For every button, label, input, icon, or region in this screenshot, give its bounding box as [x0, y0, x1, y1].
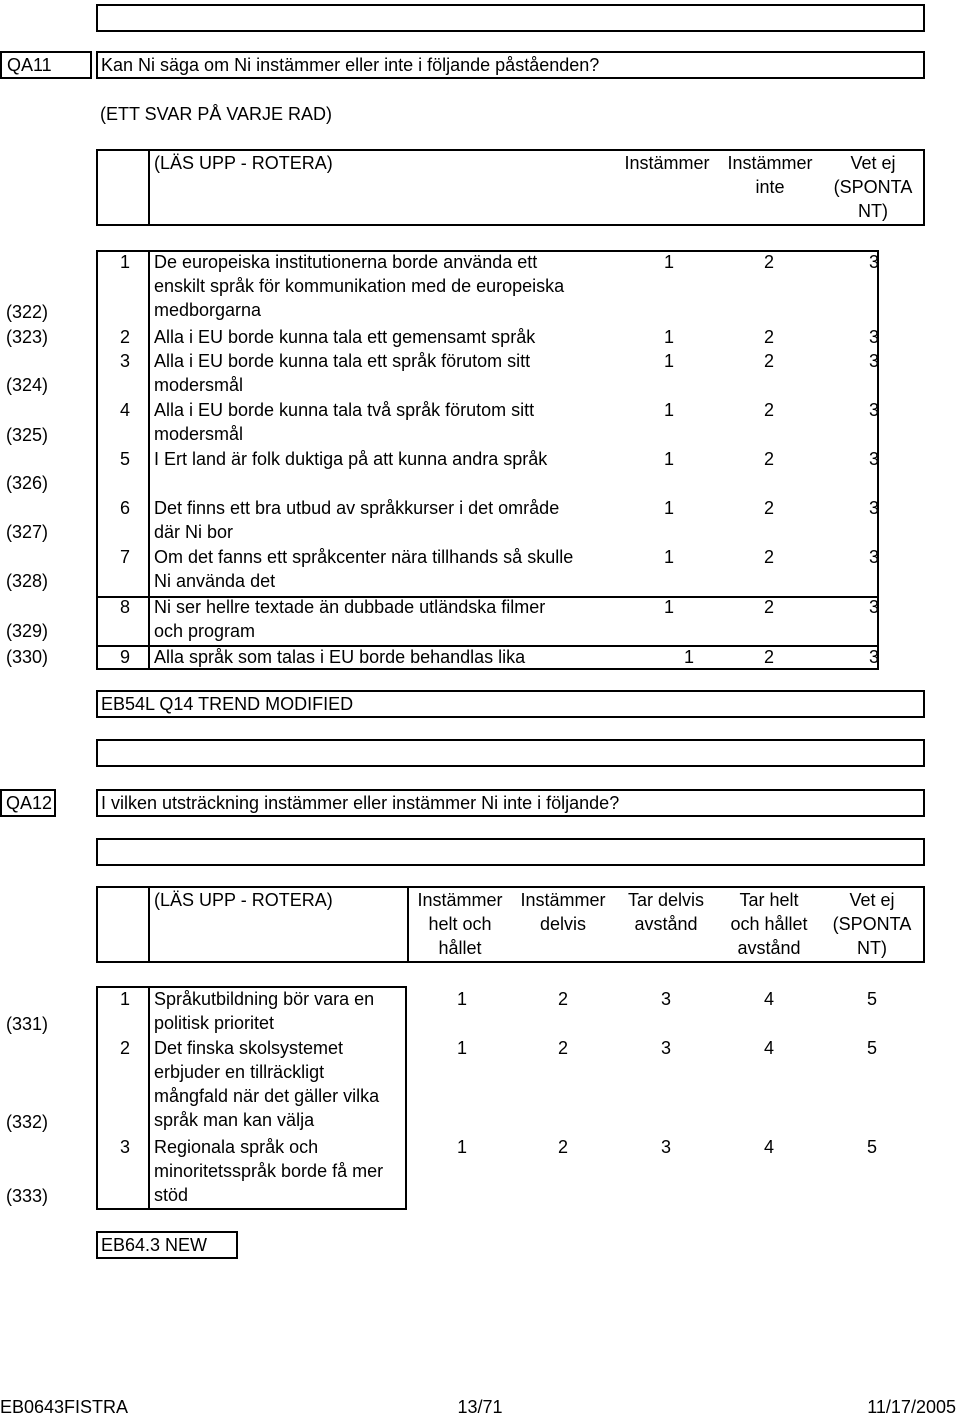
- qa12-row-2-answer-1[interactable]: 1: [456, 1038, 467, 1058]
- qa11-instruction: (ETT SVAR PÅ VARJE RAD): [100, 104, 333, 124]
- qa11-row-6-num: 6: [119, 498, 130, 518]
- qa12-row-1-answer-3[interactable]: 3: [660, 989, 671, 1009]
- qa11-code: QA11: [7, 55, 52, 75]
- qa11-row-3-line-1: Alla i EU borde kunna tala ett språk förutom sitt: [154, 351, 531, 371]
- qa12-read-out: (LÄS UPP - ROTERA): [154, 890, 333, 910]
- qa12-row-3-answer-1[interactable]: 1: [456, 1137, 467, 1157]
- qa12-col-5-line-2: (SPONTA: [832, 914, 912, 934]
- qa11-row-9-code: (330): [6, 647, 49, 667]
- qa12-col-5-line-3: NT): [857, 938, 887, 958]
- mid-empty-box: [96, 739, 925, 767]
- qa11-row-8-answer-3[interactable]: 3: [868, 597, 879, 617]
- qa11-row-3-answer-1[interactable]: 1: [663, 351, 674, 371]
- qa12-col-5-label: [817, 888, 927, 960]
- qa12-col-1-label: [405, 888, 515, 960]
- qa11-row-2-answer-1[interactable]: 1: [663, 327, 674, 347]
- qa12-col-4-line-1: Tar helt: [739, 890, 799, 910]
- qa11-row-1-line-1: De europeiska institutionerna borde använda ett: [154, 252, 538, 272]
- qa11-question: Kan Ni säga om Ni instämmer eller inte i följande påståenden?: [101, 55, 600, 75]
- qa11-row-8-line-1: Ni ser hellre textade än dubbade utländska filmer: [154, 597, 546, 617]
- qa11-row-8-num: 8: [119, 597, 130, 617]
- qa11-row-8-code: (329): [6, 621, 49, 641]
- qa12-row-1-code: (331): [6, 1014, 49, 1034]
- qa11-row-1-text: [154, 250, 564, 322]
- qa11-row-1-answer-2[interactable]: 2: [763, 252, 774, 272]
- qa11-row-3-answer-2[interactable]: 2: [763, 351, 774, 371]
- qa12-col-4-label: [714, 888, 824, 960]
- qa11-row-1-num: 1: [119, 252, 130, 272]
- qa11-col-3-label: [818, 151, 928, 223]
- qa11-row-5-answer-2[interactable]: 2: [763, 449, 774, 469]
- qa11-col-3-line-2: (SPONTA: [833, 177, 913, 197]
- qa11-row-8-answer-1[interactable]: 1: [663, 597, 674, 617]
- qa12-row-1-num: 1: [119, 989, 130, 1009]
- qa12-row-3-answer-5[interactable]: 5: [866, 1137, 877, 1157]
- qa11-read-out: (LÄS UPP - ROTERA): [154, 153, 333, 173]
- qa12-row-3-answer-2[interactable]: 2: [557, 1137, 568, 1157]
- qa11-row-3-code: (324): [6, 375, 49, 395]
- qa11-row-6-answer-2[interactable]: 2: [763, 498, 774, 518]
- qa11-header-divider: [148, 149, 150, 226]
- qa11-trend: EB54L Q14 TREND MODIFIED: [101, 694, 354, 714]
- qa12-row-2-line-3: mångfald när det gäller vilka: [154, 1086, 380, 1106]
- qa12-row-3-code: (333): [6, 1186, 49, 1206]
- qa11-row-1-answer-3[interactable]: 3: [868, 252, 879, 272]
- qa11-row-3-answer-3[interactable]: 3: [868, 351, 879, 371]
- qa11-row-4-answer-3[interactable]: 3: [868, 400, 879, 420]
- qa11-row-7-answer-3[interactable]: 3: [868, 547, 879, 567]
- qa11-row-1-line-2: enskilt språk för kommunikation med de europeiska: [154, 276, 565, 296]
- qa12-col-4-line-2: och hållet: [730, 914, 808, 934]
- qa12-row-3-line-3: stöd: [154, 1185, 189, 1205]
- qa12-col-1-line-3: hållet: [438, 938, 482, 958]
- qa11-row-5-answer-1[interactable]: 1: [663, 449, 674, 469]
- qa12-col-2-label: [508, 888, 618, 936]
- qa11-row-7-answer-2[interactable]: 2: [763, 547, 774, 567]
- qa11-row-5-num: 5: [119, 449, 130, 469]
- qa11-row-1-line-3: medborgarna: [154, 300, 262, 320]
- qa11-row-7-text: [154, 545, 573, 593]
- qa11-row-4-line-2: modersmål: [154, 424, 244, 444]
- qa12-row-2-answer-4[interactable]: 4: [763, 1038, 774, 1058]
- footer-date: 11/17/2005: [867, 1397, 956, 1417]
- qa11-row-5-line-1: I Ert land är folk duktiga på att kunna andra språk: [154, 449, 548, 469]
- qa11-row-6-answer-1[interactable]: 1: [663, 498, 674, 518]
- qa12-row-1-answer-5[interactable]: 5: [866, 989, 877, 1009]
- qa12-question: I vilken utsträckning instämmer eller instämmer Ni inte i följande?: [101, 793, 620, 813]
- qa12-col-4-line-3: avstånd: [737, 938, 801, 958]
- qa11-row-9-num: 9: [119, 647, 130, 667]
- qa12-row-2-answer-3[interactable]: 3: [660, 1038, 671, 1058]
- qa11-row-3-num: 3: [119, 351, 130, 371]
- qa12-code: QA12: [6, 793, 53, 813]
- qa11-row-4-code: (325): [6, 425, 49, 445]
- qa11-row-6-line-1: Det finns ett bra utbud av språkkurser i det område: [154, 498, 560, 518]
- qa12-row-1-answer-1[interactable]: 1: [456, 989, 467, 1009]
- qa11-row-4-answer-1[interactable]: 1: [663, 400, 674, 420]
- qa11-col-3-line-3: NT): [858, 201, 888, 221]
- qa12-col-5-line-1: Vet ej: [849, 890, 895, 910]
- qa11-row-1-code: (322): [6, 302, 49, 322]
- qa12-col-2-line-2: delvis: [539, 914, 587, 934]
- qa11-row-3-line-2: modersmål: [154, 375, 244, 395]
- top-empty-box: [96, 4, 925, 32]
- qa11-row-7-line-1: Om det fanns ett språkcenter nära tillhands så skulle: [154, 547, 574, 567]
- qa12-row-1-line-2: politisk prioritet: [154, 1013, 275, 1033]
- qa11-col-2-line-2: inte: [755, 177, 785, 197]
- qa11-col-2-label: [715, 151, 825, 199]
- qa11-row-1-answer-1[interactable]: 1: [663, 252, 674, 272]
- qa11-row-4-text: [154, 398, 534, 446]
- qa12-col-2-line-1: Instämmer: [520, 890, 606, 910]
- qa11-row-2-num: 2: [119, 327, 130, 347]
- qa11-row-6-code: (327): [6, 522, 49, 542]
- footer-doc-id: EB0643FISTRA: [0, 1397, 129, 1417]
- qa11-row-6-text: [154, 496, 559, 544]
- qa12-row-2-line-2: erbjuder en tillräckligt: [154, 1062, 325, 1082]
- qa11-row-6-answer-3[interactable]: 3: [868, 498, 879, 518]
- qa12-row-1-line-1: Språkutbildning bör vara en: [154, 989, 375, 1009]
- qa11-row-5-answer-3[interactable]: 3: [868, 449, 879, 469]
- qa11-row-4-num: 4: [119, 400, 130, 420]
- qa11-row-8-answer-2[interactable]: 2: [763, 597, 774, 617]
- qa12-col-1-line-2: helt och: [428, 914, 492, 934]
- qa11-row-2-line-1: Alla i EU borde kunna tala ett gemensamt språk: [154, 327, 536, 347]
- qa11-row-9-line-1: Alla språk som talas i EU borde behandlas lika: [154, 647, 526, 667]
- qa12-body-divider: [148, 986, 150, 1210]
- qa12-col-3-line-2: avstånd: [634, 914, 698, 934]
- qa12-row-2-num: 2: [119, 1038, 130, 1058]
- qa11-row-4-line-1: Alla i EU borde kunna tala två språk förutom sitt: [154, 400, 535, 420]
- qa12-col-1-line-1: Instämmer: [417, 890, 503, 910]
- qa11-row-8-line-2: och program: [154, 621, 256, 641]
- footer-page: 13/71: [457, 1397, 503, 1417]
- qa11-row-9-answer-3[interactable]: 3: [868, 647, 879, 667]
- qa12-row-2-text: [154, 1036, 379, 1132]
- qa11-row-9-answer-1[interactable]: 1: [683, 647, 694, 667]
- qa11-body-divider: [148, 250, 150, 670]
- qa11-row-7-code: (328): [6, 571, 49, 591]
- qa12-row-3-answer-3[interactable]: 3: [660, 1137, 671, 1157]
- qa11-col-3-line-1: Vet ej: [850, 153, 896, 173]
- qa12-row-2-answer-2[interactable]: 2: [557, 1038, 568, 1058]
- qa12-row-3-line-2: minoritetsspråk borde få mer: [154, 1161, 384, 1181]
- qa12-row-2-answer-5[interactable]: 5: [866, 1038, 877, 1058]
- qa11-col-1-label: [612, 151, 722, 175]
- qa12-row-3-line-1: Regionala språk och: [154, 1137, 319, 1157]
- qa12-row-1-answer-4[interactable]: 4: [763, 989, 774, 1009]
- qa12-row-1-text: [154, 987, 374, 1035]
- qa11-row-2-answer-2[interactable]: 2: [763, 327, 774, 347]
- qa11-row-2-code: (323): [6, 327, 49, 347]
- qa12-row-3-answer-4[interactable]: 4: [763, 1137, 774, 1157]
- qa11-col-2-line-1: Instämmer: [727, 153, 813, 173]
- qa12-row-2-line-1: Det finska skolsystemet: [154, 1038, 344, 1058]
- qa11-row-3-text: [154, 349, 530, 397]
- qa11-row-7-line-2: Ni använda det: [154, 571, 276, 591]
- qa12-col-3-label: [611, 888, 721, 936]
- qa11-col-1-line-1: Instämmer: [624, 153, 710, 173]
- qa11-row-6-line-2: där Ni bor: [154, 522, 234, 542]
- qa12-row-2-line-4: språk man kan välja: [154, 1110, 315, 1130]
- qa11-row-7-answer-1[interactable]: 1: [663, 547, 674, 567]
- qa12-row-3-num: 3: [119, 1137, 130, 1157]
- qa11-row-7-num: 7: [119, 547, 130, 567]
- qa11-row-4-answer-2[interactable]: 2: [763, 400, 774, 420]
- qa11-row-8-text: [154, 595, 545, 643]
- qa11-row-5-code: (326): [6, 473, 49, 493]
- qa12-empty-box: [96, 838, 925, 866]
- qa12-row-2-code: (332): [6, 1112, 49, 1132]
- qa11-row-2-answer-3[interactable]: 3: [868, 327, 879, 347]
- qa11-row-9-answer-2[interactable]: 2: [763, 647, 774, 667]
- qa12-col-3-line-1: Tar delvis: [627, 890, 705, 910]
- qa12-trend: EB64.3 NEW: [101, 1235, 208, 1255]
- qa12-header-divider-1: [148, 886, 150, 963]
- qa12-row-3-text: [154, 1135, 383, 1207]
- qa12-row-1-answer-2[interactable]: 2: [557, 989, 568, 1009]
